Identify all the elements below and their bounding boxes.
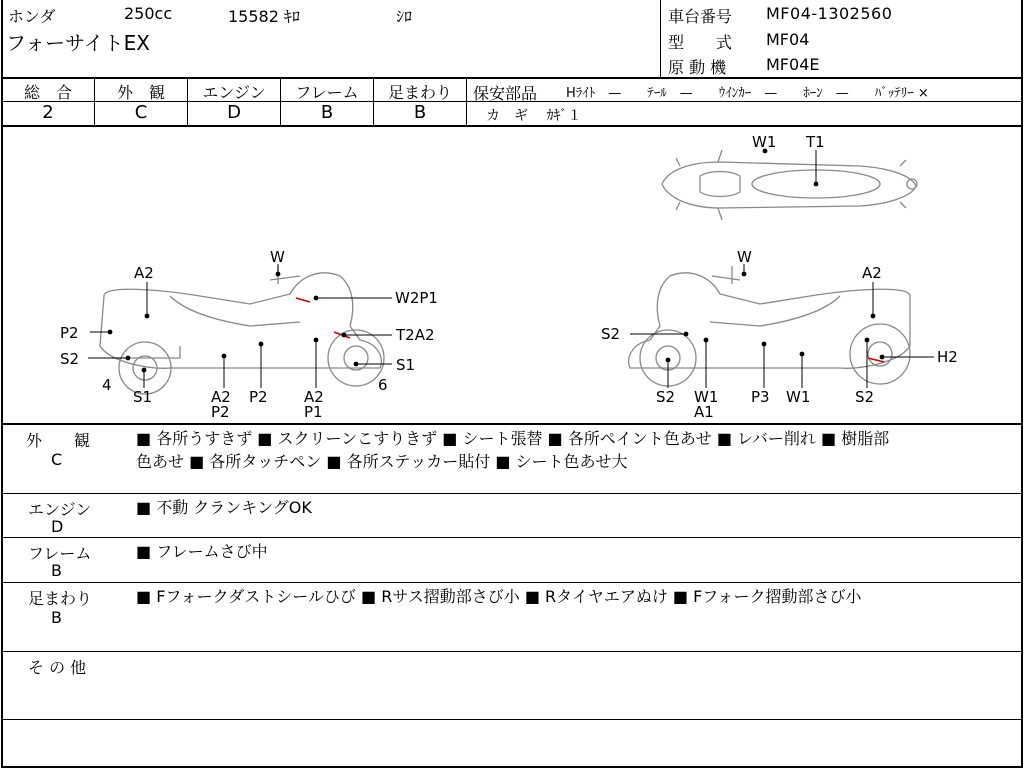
label-left-p1: P1	[304, 403, 323, 421]
frame-no-label: 車台番号	[668, 7, 733, 26]
remark-category-frame: フレーム	[28, 544, 92, 563]
label-left-p2-low: P2	[211, 403, 230, 421]
engine-value: MF04E	[766, 55, 820, 74]
mileage: 15582 ｷﾛ	[228, 7, 300, 26]
remark-category-suspension: 足まわり	[28, 589, 93, 608]
maker: ホンダ	[8, 7, 56, 26]
remark-grade-engine: D	[51, 517, 64, 536]
label-left-6: 6	[378, 376, 388, 394]
remark-exterior-line-2: 色あせ ■ 各所タッチペン ■ 各所ステッカー貼付 ■ シート色あせ大	[136, 452, 628, 471]
label-left-t2a2: T2A2	[396, 326, 435, 344]
label-right-h2: H2	[937, 348, 958, 366]
model-name: フォーサイトEX	[6, 31, 150, 55]
label-left-p2-mid: P2	[249, 388, 268, 406]
label-right-p3: P3	[751, 388, 770, 406]
grade-value-exterior: C	[134, 102, 148, 123]
label-right-s2-front: S2	[656, 388, 676, 406]
label-left-w: W	[270, 248, 285, 266]
scooter-diagram	[0, 126, 1024, 423]
grade-value-overall: 2	[42, 102, 54, 123]
remark-exterior-line-1: ■ 各所うすきず ■ スクリーンこすりきず ■ シート張替 ■ 各所ペイント色あせ ■ レバー削れ ■ 樹脂部	[136, 429, 890, 448]
color: ｼﾛ	[396, 7, 413, 26]
scooter-top-view	[662, 150, 917, 220]
displacement: 250cc	[124, 4, 173, 23]
remark-sep-1	[1, 493, 1023, 494]
label-left-a2-low: A2	[211, 388, 231, 406]
diagram-bottom	[1, 423, 1023, 425]
grade-label-exterior: 外 観	[116, 83, 165, 102]
label-right-a2: A2	[862, 264, 882, 282]
frame-no: MF04-1302560	[766, 4, 893, 23]
safety-row-mid	[467, 101, 1023, 102]
remark-grade-exterior: C	[51, 450, 63, 469]
type-label: 型 式	[668, 33, 733, 52]
label-left-a2-front: A2	[304, 388, 324, 406]
label-left-s2: S2	[60, 350, 80, 368]
label-top-t1: T1	[806, 133, 825, 151]
safety-title: 保安部品	[473, 84, 538, 103]
grade-row-top	[1, 77, 1023, 79]
grade-col-5	[466, 78, 467, 126]
remark-engine-line-1: ■ 不動 クランキングOK	[136, 498, 312, 517]
label-right-w1: W1	[694, 388, 719, 406]
grade-value-engine: D	[227, 102, 241, 123]
label-right-w: W	[737, 248, 752, 266]
points-left	[108, 272, 359, 373]
type-value: MF04	[766, 30, 810, 49]
grade-value-frame: B	[320, 102, 334, 123]
header-divider	[660, 0, 661, 78]
label-right-a1: A1	[694, 403, 714, 421]
remark-grade-suspension: B	[51, 608, 62, 627]
points-right	[666, 272, 885, 363]
remark-category-engine: エンジン	[28, 500, 92, 519]
remark-sep-3	[1, 582, 1023, 583]
label-left-a2: A2	[134, 264, 154, 282]
label-left-4: 4	[102, 376, 112, 394]
grade-label-suspension: 足まわり	[387, 83, 452, 102]
label-right-s2-rear: S2	[855, 388, 875, 406]
label-left-p2: P2	[60, 324, 79, 342]
grade-label-frame: フレーム	[295, 83, 359, 102]
leader-lines-right	[630, 264, 934, 388]
scooter-right-view	[629, 266, 910, 386]
grade-label-overall: 総 合	[23, 83, 72, 102]
label-right-s2: S2	[601, 325, 621, 343]
label-left-s1: S1	[133, 388, 153, 406]
scooter-left-view	[100, 266, 384, 394]
engine-label: 原 動 機	[668, 58, 727, 77]
safety-items: Hﾗｲﾄ — ﾃｰﾙ — ｳｲﾝｶｰ — ﾎｰﾝ — ﾊﾞｯﾃﾘｰ ×	[566, 86, 929, 101]
remark-sep-5	[1, 719, 1023, 720]
grade-label-engine: エンジン	[202, 83, 266, 102]
label-top-w1: W1	[752, 133, 777, 151]
remark-frame-line-1: ■ フレームさび中	[136, 542, 268, 561]
remark-sep-2	[1, 537, 1023, 538]
remark-category-other: そ の 他	[28, 658, 87, 677]
remark-grade-frame: B	[51, 561, 62, 580]
remark-category-exterior: 外 観	[26, 431, 91, 450]
label-left-w2p1: W2P1	[395, 289, 438, 307]
label-right-w1-mid: W1	[786, 388, 811, 406]
remark-sep-4	[1, 651, 1023, 652]
safety-keys: カ ギ ｶｷﾞ１	[486, 108, 582, 124]
label-left-s1-right: S1	[396, 356, 416, 374]
remark-suspension-line-1: ■ Fフォークダストシールひび ■ Rサス摺動部さび小 ■ Rタイヤエアぬけ ■ Fフォーク摺動部さび小	[136, 587, 862, 606]
grade-value-suspension: B	[413, 102, 427, 123]
